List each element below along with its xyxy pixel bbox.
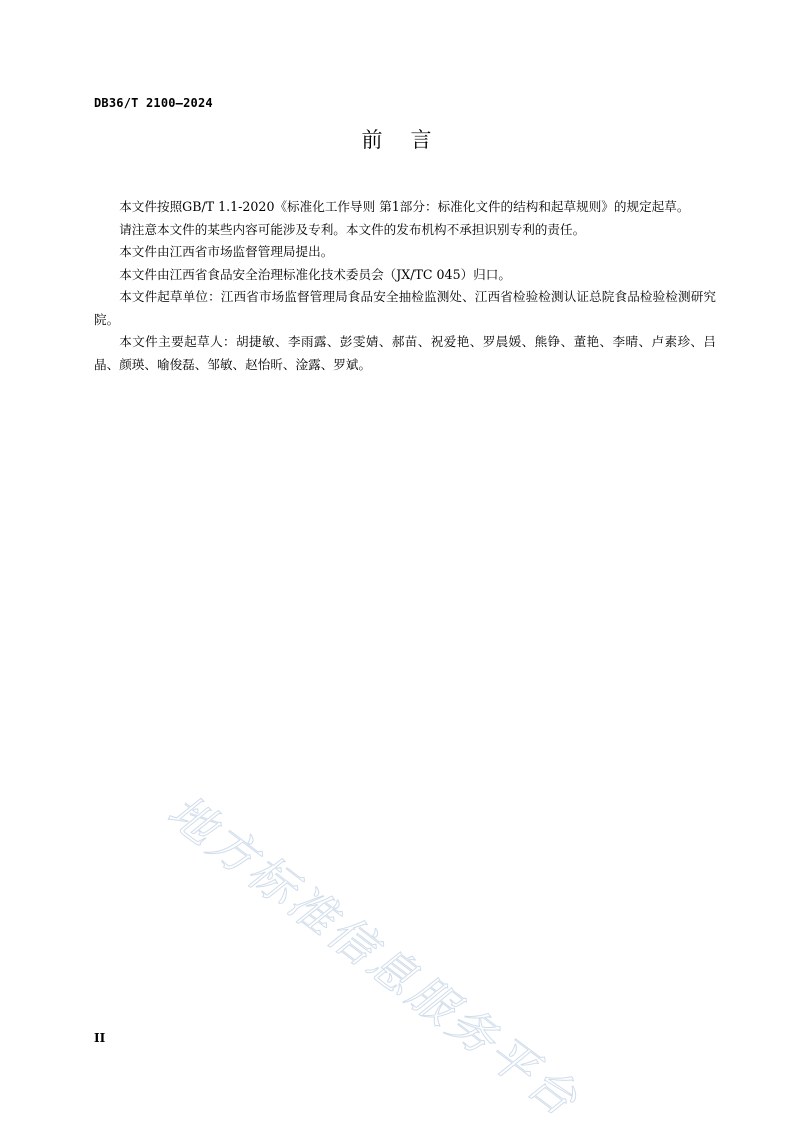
paragraph-committee: 本文件由江西省食品安全治理标准化技术委员会（JX/TC 045）归口。 (119, 266, 511, 282)
foreword-body (94, 196, 716, 376)
paragraph-drafters: 本文件主要起草人：胡捷敏、李雨露、彭雯婧、郝苗、祝爱艳、罗晨媛、熊铮、董艳、李晴、卢素珍、吕晶、颜瑛、喻俊磊、邹敏、赵怡昕、淦露、罗斌。 (94, 334, 716, 372)
watermark: 地方标准信息服务平台 (157, 783, 590, 1128)
page-number: II (94, 1031, 106, 1045)
paragraph-proposer: 本文件由江西省市场监督管理局提出。 (119, 244, 334, 259)
paragraph-patent-notice: 请注意本文件的某些内容可能涉及专利。本文件的发布机构不承担识别专利的责任。 (119, 221, 586, 237)
page-title: 前言 (361, 128, 460, 152)
paragraph-drafting-units: 本文件起草单位：江西省市场监督管理局食品安全抽检监测处、江西省检验检测认证总院食品检验检测研究院。 (94, 289, 716, 327)
document-code: DB36/T 2100—2024 (94, 96, 213, 110)
paragraph-standard-basis: 本文件按照GB/T 1.1-2020《标准化工作导则 第1部分：标准化文件的结构和起草规则》的规定起草。 (119, 199, 690, 214)
